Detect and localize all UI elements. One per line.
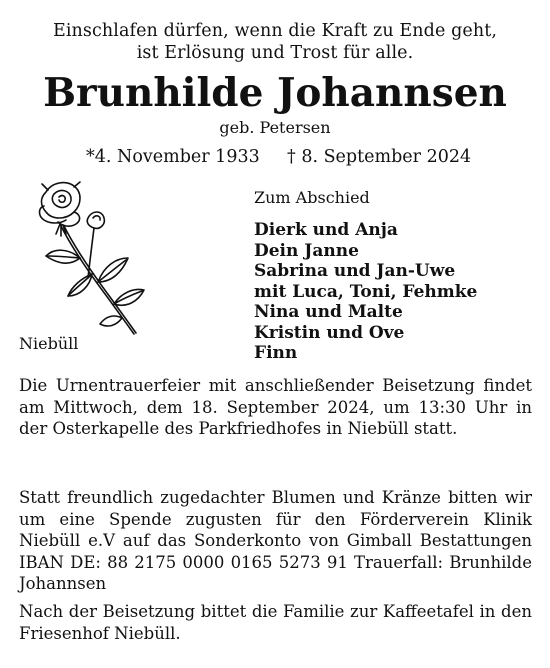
motto (0, 20, 550, 64)
birth-name: geb. Petersen (219, 118, 331, 137)
mourner-item: Nina und Malte (254, 302, 403, 322)
mourner-item: Dierk und Anja (254, 220, 398, 240)
birth-date: *4. November 1933 (86, 147, 260, 167)
farewell-label: Zum Abschied (254, 188, 370, 207)
mourner-item: Sabrina und Jan-Uwe (254, 261, 456, 281)
rose-icon (30, 178, 155, 338)
deceased-name: Brunhilde Johannsen (43, 70, 507, 116)
mourner-item: mit Luca, Toni, Fehmke (254, 281, 478, 302)
reception-paragraph: Nach der Beisetzung bittet die Familie zur Kaffeetafel in den Friesenhof Niebüll. (19, 602, 532, 643)
place: Niebüll (19, 334, 79, 353)
mourner-item: Finn (254, 343, 298, 363)
mourner-item: Dein Janne (254, 240, 359, 261)
motto-line-2: ist Erlösung und Trost für alle. (136, 43, 414, 63)
donation-paragraph: Statt freundlich zugedachter Blumen und Kränze bitten wir um eine Spende zugusten für den Förderverein Klinik Niebüll e.V auf das Sonderkonto von Gimball Bestattungen IBAN DE: 88 2175 0000 0165 5273 91 Trauerfall: Brunhilde Johannsen (19, 488, 532, 593)
motto-line-1: Einschlafen dürfen, wenn die Kraft zu Ende geht, (52, 21, 497, 41)
mourner-item: Kristin und Ove (254, 322, 405, 343)
ceremony-paragraph: Die Urnentrauerfeier mit anschließender Beisetzung findet am Mittwoch, dem 18. September 2024, um 13:30 Uhr in der Osterkapelle des Parkfriedhofes in Niebüll statt. (19, 376, 532, 438)
death-date: † 8. September 2024 (287, 147, 472, 167)
mourners-list (254, 220, 477, 364)
